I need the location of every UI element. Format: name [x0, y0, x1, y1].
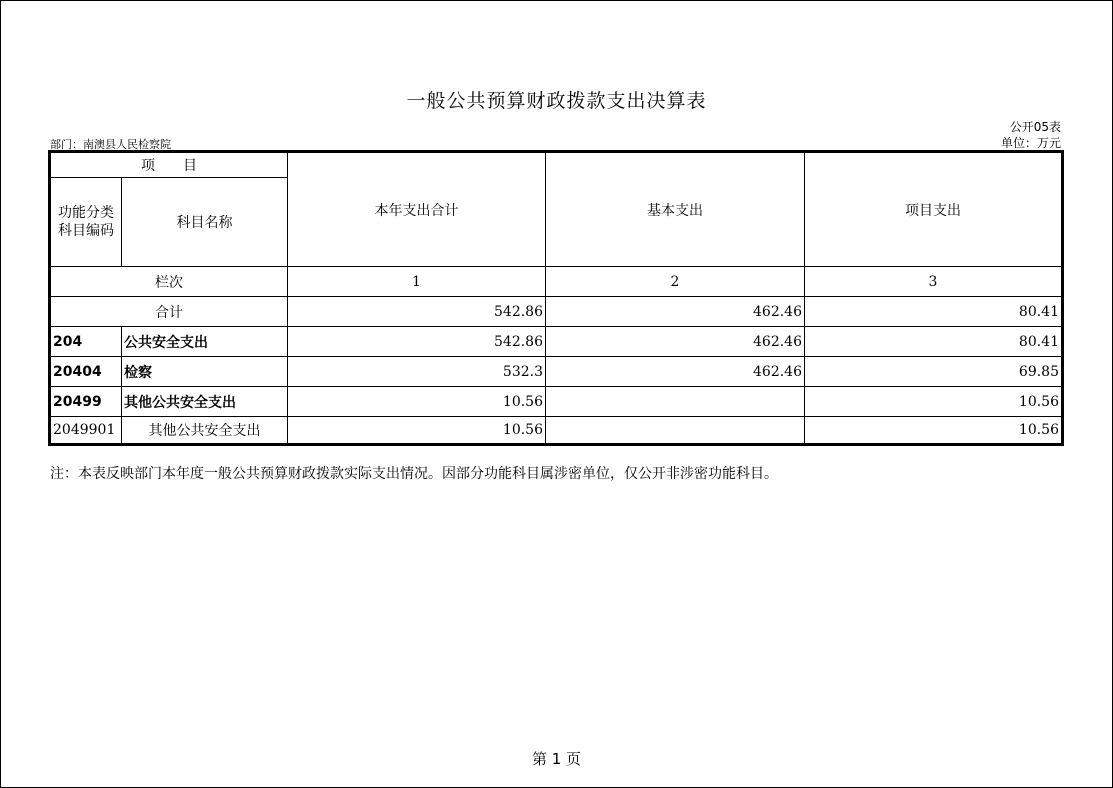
row-code: 20499 [50, 387, 122, 417]
row-total: 542.86 [288, 327, 546, 357]
table-row [50, 357, 1063, 387]
row-project: 69.85 [805, 357, 1063, 387]
row-name: 检察 [122, 357, 288, 387]
header-col-basic: 基本支出 [546, 152, 805, 267]
form-number: 公开05表 [1009, 120, 1061, 134]
row-code: 204 [50, 327, 122, 357]
table-row [50, 327, 1063, 357]
report-title: 一般公共预算财政拨款支出决算表 [406, 90, 707, 112]
total-label: 合计 [50, 297, 288, 327]
page-number: 第 1 页 [531, 750, 582, 768]
department-label: 部门：南澳县人民检察院 [50, 138, 171, 151]
header-col-total: 本年支出合计 [288, 152, 546, 267]
header-row-1 [50, 152, 1063, 178]
index-row [50, 267, 1063, 297]
row-code: 20404 [50, 357, 122, 387]
row-total: 532.3 [288, 357, 546, 387]
row-name: 其他公共安全支出 [122, 417, 288, 445]
index-1: 1 [288, 267, 546, 297]
index-label: 栏次 [50, 267, 288, 297]
table-row [50, 387, 1063, 417]
total-project: 80.41 [805, 297, 1063, 327]
header-name: 科目名称 [122, 178, 288, 267]
index-2: 2 [546, 267, 805, 297]
header-item: 项 目 [50, 152, 288, 178]
table-row [50, 417, 1063, 445]
index-3: 3 [805, 267, 1063, 297]
row-total: 10.56 [288, 387, 546, 417]
row-basic [546, 387, 805, 417]
table-note: 注：本表反映部门本年度一般公共预算财政拨款实际支出情况。因部分功能科目属涉密单位，仅公开非涉密功能科目。 [50, 466, 778, 482]
total-row [50, 297, 1063, 327]
header-col-project: 项目支出 [805, 152, 1063, 267]
row-project: 10.56 [805, 387, 1063, 417]
total-total: 542.86 [288, 297, 546, 327]
row-basic: 462.46 [546, 327, 805, 357]
row-project: 10.56 [805, 417, 1063, 445]
row-code: 2049901 [50, 417, 122, 445]
header-code: 功能分类科目编码 [50, 178, 122, 267]
row-total: 10.56 [288, 417, 546, 445]
expenditure-table [48, 150, 1064, 446]
row-name: 其他公共安全支出 [122, 387, 288, 417]
total-basic: 462.46 [546, 297, 805, 327]
row-basic: 462.46 [546, 357, 805, 387]
row-name: 公共安全支出 [122, 327, 288, 357]
row-project: 80.41 [805, 327, 1063, 357]
unit-label: 单位：万元 [1000, 136, 1061, 150]
row-basic [546, 417, 805, 445]
